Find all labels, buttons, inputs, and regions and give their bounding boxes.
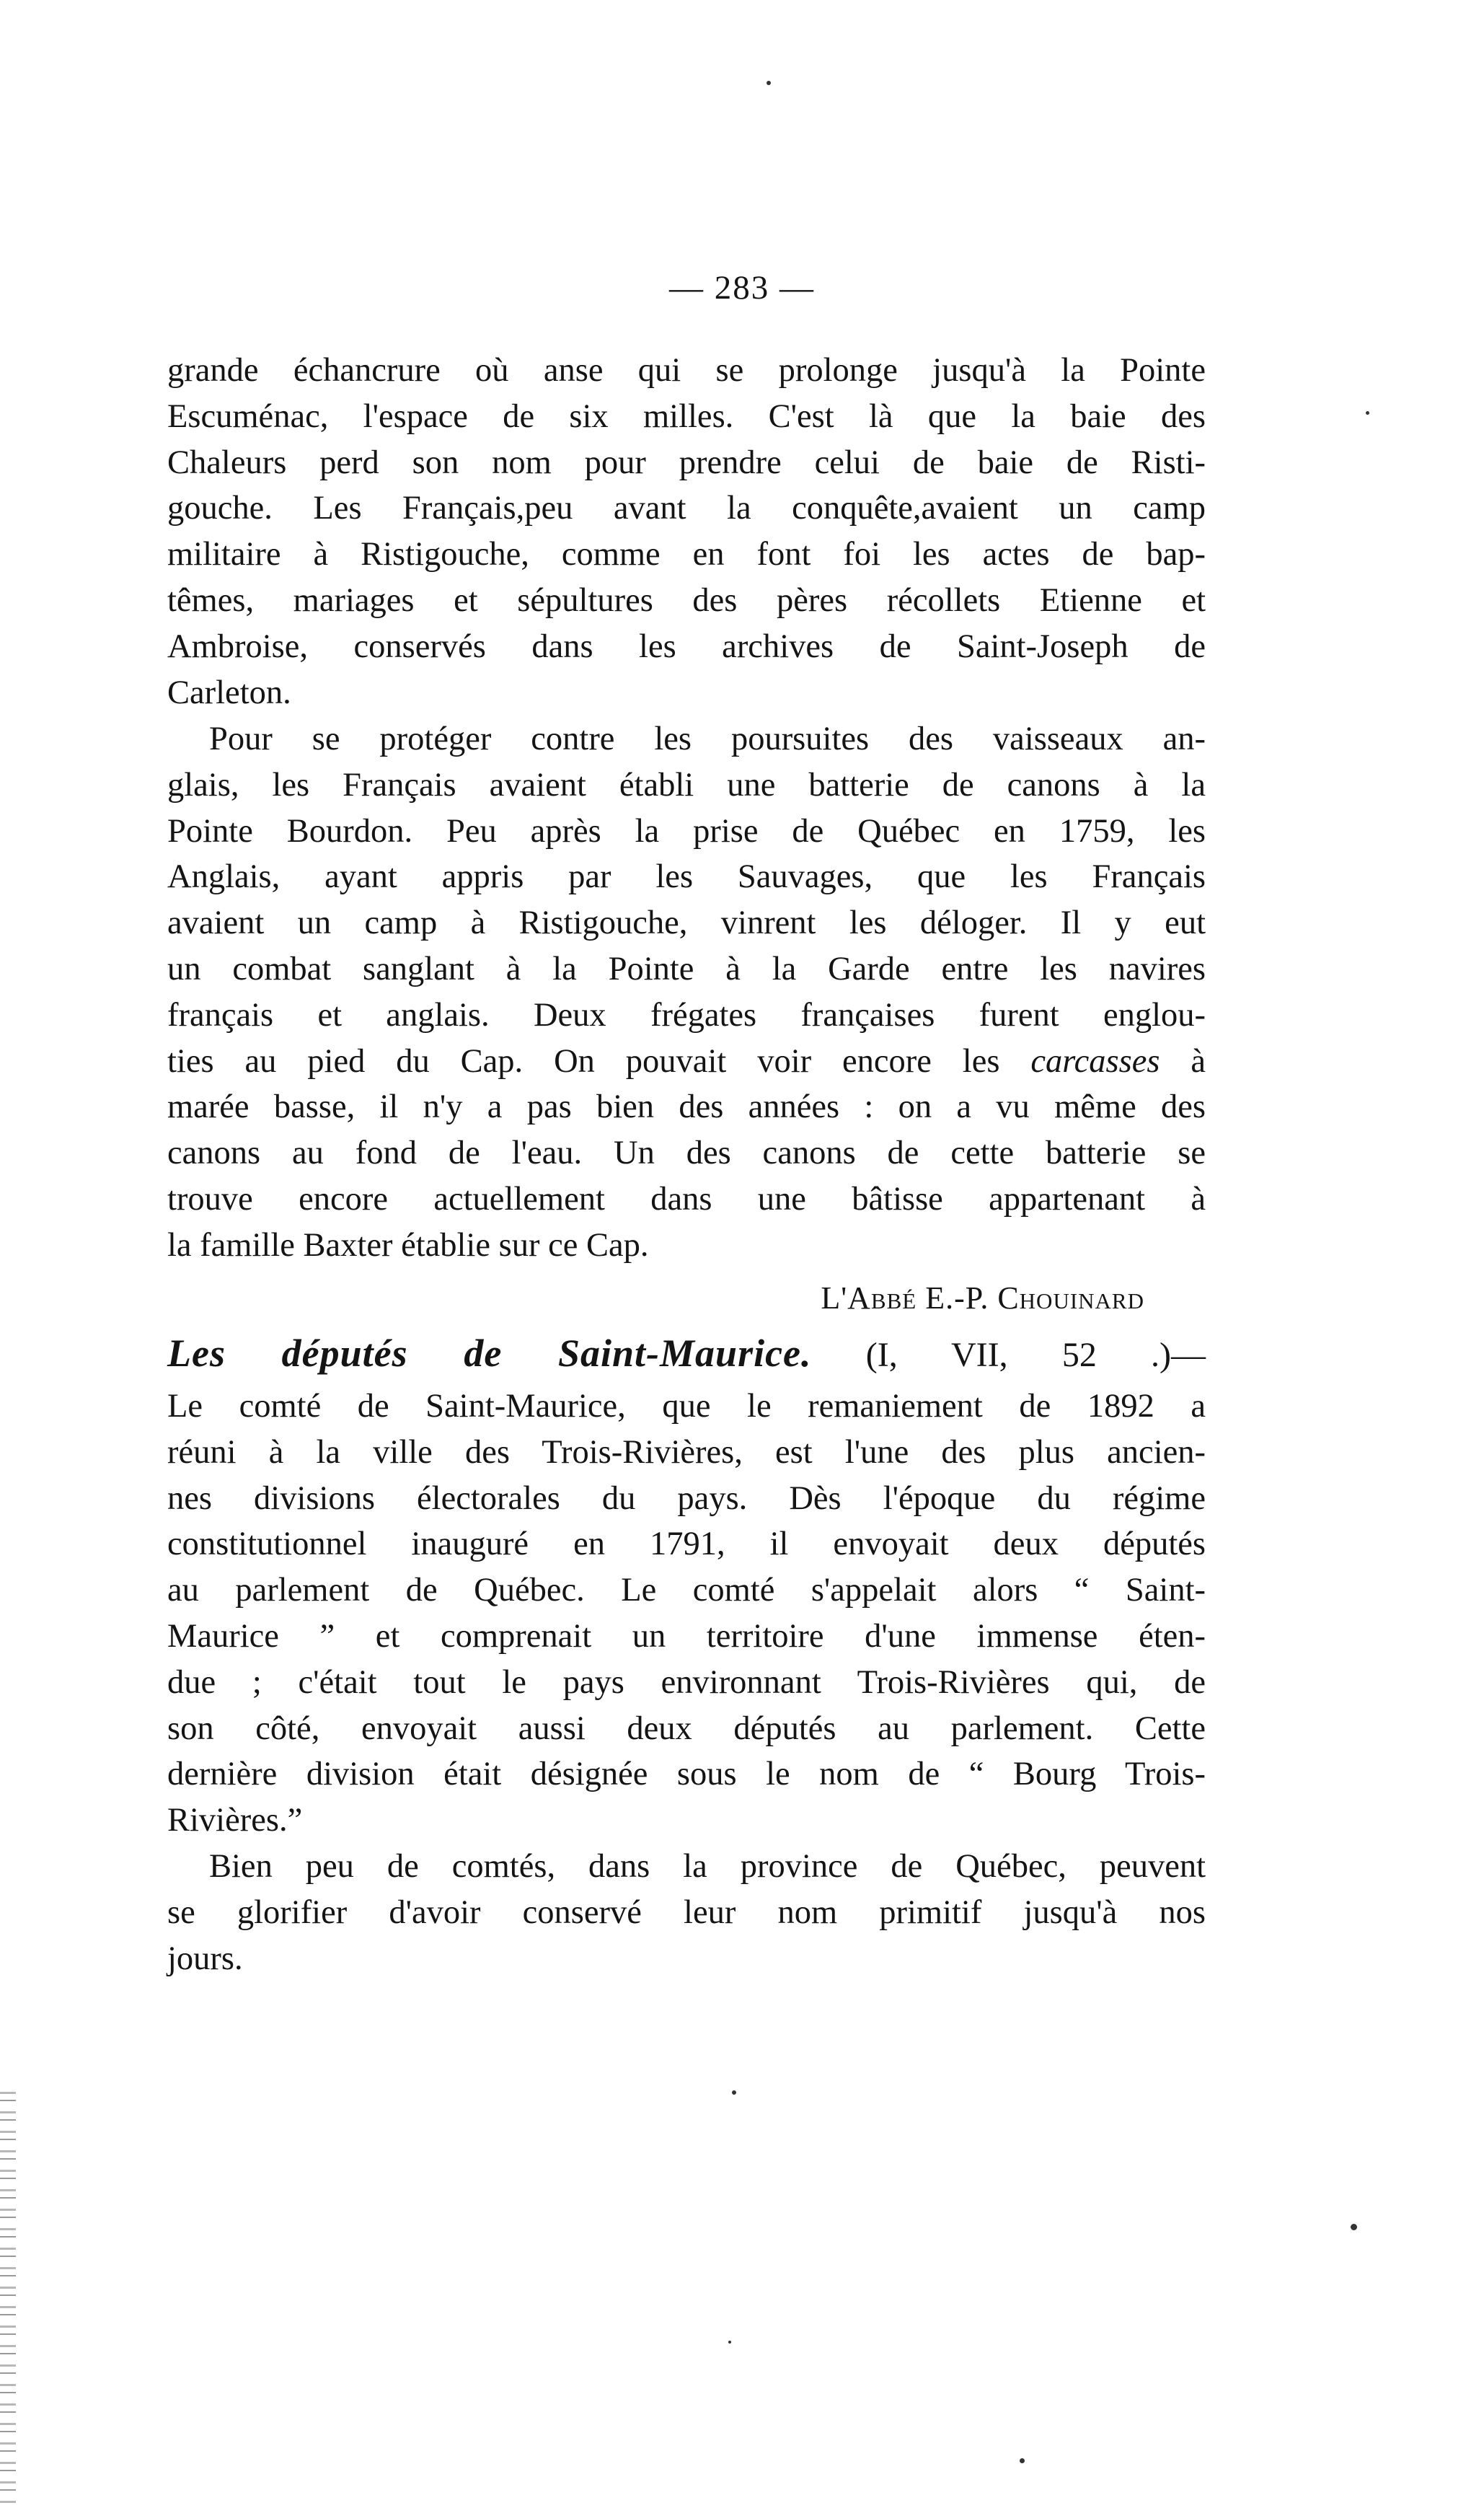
text-segment: à [1191,1042,1206,1080]
scan-speck [1351,2224,1357,2230]
text-line: son côté, envoyait aussi deux députés au parlement. Cette [167,1710,1206,1747]
text-line: réuni à la ville des Trois-Rivières, est l'une des plus ancien- [167,1433,1206,1471]
text-line: se glorifier d'avoir conservé leur nom primitif jusqu'à nos [167,1893,1206,1931]
text-line-with-italic [167,1039,1206,1085]
text-line: Bien peu de comtés, dans la province de Québec, peuvent [209,1848,1206,1885]
text-line: français et anglais. Deux frégates françaises furent englou- [167,996,1206,1034]
section-heading-line [167,1330,1206,1378]
continuation-paragraph [167,348,1206,716]
text-line: Chaleurs perd son nom pour prendre celui de baie de Risti- [167,444,1206,481]
text-line: constitutionnel inauguré en 1791, il envoyait deux députés [167,1526,1206,1563]
paragraph-batterie [167,716,1206,1269]
text-line: avaient un camp à Ristigouche, vinrent les déloger. Il y eut [167,905,1206,942]
text-line: Ambroise, conservés dans les archives de Saint-Joseph de [167,628,1206,665]
scan-speck [732,2090,736,2095]
text-line: due ; c'était tout le pays environnant Trois-Rivières qui, de [167,1663,1206,1701]
text-line: canons au fond de l'eau. Un des canons de cette batterie se [167,1135,1206,1172]
text-line: grande échancrure où anse qui se prolonge jusqu'à la Pointe [167,352,1206,389]
text-line: marée basse, il n'y a pas bien des années : on a vu même des [167,1088,1206,1126]
text-line: un combat sanglant à la Pointe à la Garde entre les navires [167,950,1206,987]
text-line: Pointe Bourdon. Peu après la prise de Québec en 1759, les [167,812,1206,850]
text-line: Le comté de Saint-Maurice, que le remaniement de 1892 a [167,1388,1206,1425]
scan-edge-noise [0,2092,16,2508]
text-line: la famille Baxter établie sur ce Cap. [167,1226,649,1264]
scan-speck [1020,2458,1025,2463]
scan-speck [767,81,771,85]
text-line: trouve encore actuellement dans une bâtisse appartenant à [167,1180,1206,1218]
section-title: Les députés de Saint-Maurice. [167,1332,812,1375]
signature: L'Abbé E.-P. Chouinard [821,1280,1144,1316]
text-line: Anglais, ayant appris par les Sauvages, que les Français [167,858,1206,896]
section-paragraph-1 [167,1383,1206,1844]
section-paragraph-2 [167,1844,1206,1981]
scan-speck [1366,411,1369,415]
text-line: nes divisions électorales du pays. Dès l'époque du régime [167,1479,1206,1517]
page-number: — 283 — [669,269,815,307]
text-line: jours. [167,1940,243,1977]
text-line: militaire à Ristigouche, comme en font foi les actes de bap- [167,536,1206,573]
text-line: têmes, mariages et sépultures des pères récollets Etienne et [167,581,1206,619]
text-line: au parlement de Québec. Le comté s'appelait alors “ Saint- [167,1572,1206,1609]
text-line: Escuménac, l'espace de six milles. C'est là que la baie des [167,397,1206,435]
section-reference: (I, VII, 52 .)— [865,1336,1206,1374]
text-line: Carleton. [167,674,291,711]
italic-word: carcasses [1030,1042,1160,1080]
text-line: Pour se protéger contre les poursuites des vaisseaux an- [209,721,1206,757]
text-line: Maurice ” et comprenait un territoire d'une immense éten- [167,1617,1206,1655]
text-line: glais, les Français avaient établi une batterie de canons à la [167,766,1206,804]
text-line: gouche. Les Français,peu avant la conquête,avaient un camp [167,490,1206,527]
text-segment: ties au pied du Cap. On pouvait voir encore les [167,1042,1000,1080]
text-line: dernière division était désignée sous le nom de “ Bourg Trois- [167,1756,1206,1793]
text-line: Rivières.” [167,1802,303,1839]
scan-speck [728,2341,731,2344]
